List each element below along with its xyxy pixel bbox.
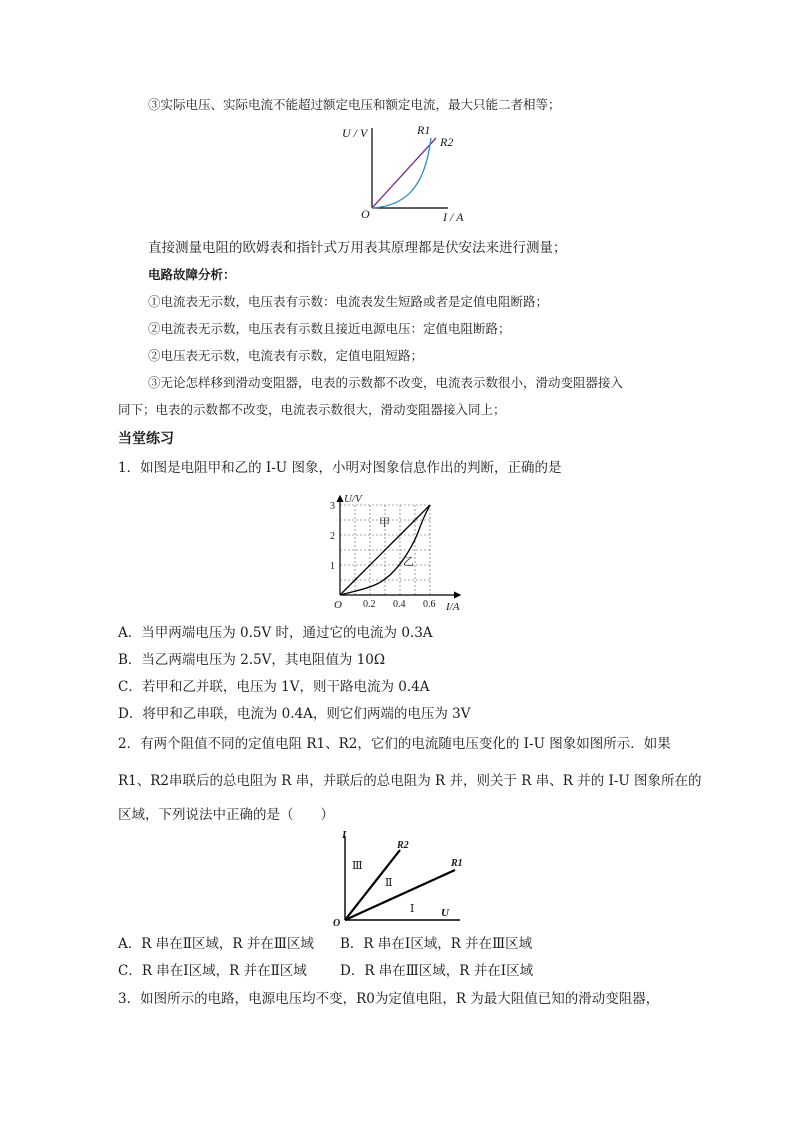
section-title: 当堂练习 bbox=[118, 431, 174, 447]
regions-line-label-r1: R1 bbox=[451, 858, 463, 869]
u-i-curves-figure bbox=[330, 118, 490, 228]
question-1-option-a: A．当甲两端电压为 0.5V 时，通过它的电流为 0.3A bbox=[118, 625, 433, 641]
x-tick-label: 0.2 bbox=[363, 599, 376, 610]
fault-line: ②电流表无示数，电压表有示数且接近电源电压：定值电阻断路； bbox=[148, 321, 511, 336]
chart-origin: O bbox=[334, 599, 342, 611]
question-2-stem-line: R1、R2串联后的总电阻为 R 串，并联后的总电阻为 R 并，则关于 R 串、R 并的 I-U 图象所在的 bbox=[118, 773, 702, 789]
iu-regions-figure bbox=[325, 828, 475, 928]
region-label-3: Ⅲ bbox=[352, 860, 363, 872]
fault-line: ②电压表无示数，电流表有示数，定值电阻短路； bbox=[148, 348, 424, 363]
chart-x-axis-label: I/A bbox=[446, 601, 460, 613]
resistance-iu-chart bbox=[320, 490, 470, 615]
y-tick-label: 3 bbox=[330, 501, 335, 512]
question-1-stem: 1．如图是电阻甲和乙的 I-U 图象，小明对图象信息作出的判断，正确的是 bbox=[118, 460, 562, 476]
figure1-curve-label-r1: R1 bbox=[417, 123, 431, 137]
note-rated-values: ③实际电压、实际电流不能超过额定电压和额定电流，最大只能二者相等； bbox=[148, 97, 561, 112]
question-2-option-d: D．R 串在Ⅲ区域，R 并在Ⅰ区域 bbox=[340, 963, 534, 979]
question-2-stem-line: 2．有两个阻值不同的定值电阻 R1、R2，它们的电流随电压变化的 I-U 图象如图所示．如果 bbox=[118, 736, 671, 752]
question-3-stem: 3．如图所示的电路，电源电压均不变，R0为定值电阻，R 为最大阻值已知的滑动变阻器， bbox=[118, 991, 660, 1007]
question-1-option-b: B．当乙两端电压为 2.5V，其电阻值为 10Ω bbox=[118, 652, 386, 668]
y-tick-label: 1 bbox=[330, 561, 335, 572]
regions-y-label: I bbox=[342, 829, 347, 841]
question-2-option-b: B．R 串在Ⅰ区域，R 并在Ⅲ区域 bbox=[340, 936, 533, 952]
figure1-x-label: I / A bbox=[443, 210, 464, 224]
ohmmeter-note: 直接测量电阻的欧姆表和指针式万用表其原理都是伏安法来进行测量； bbox=[148, 240, 567, 256]
region-label-1: Ⅰ bbox=[410, 903, 415, 915]
figure1-curve-label-r2: R2 bbox=[440, 135, 454, 149]
question-1-option-c: C．若甲和乙并联，电压为 1V，则干路电流为 0.4A bbox=[118, 679, 430, 695]
regions-x-label: U bbox=[441, 907, 449, 919]
region-label-2: Ⅱ bbox=[385, 877, 393, 889]
series-label-yi: 乙 bbox=[403, 556, 414, 568]
question-2-option-a: A．R 串在Ⅱ区域，R 并在Ⅲ区域 bbox=[118, 936, 314, 952]
fault-line: ③无论怎样移到滑动变阻器，电表的示数都不改变，电流表示数很小，滑动变阻器接入 bbox=[148, 375, 624, 390]
figure1-y-label: U / V bbox=[342, 126, 368, 140]
fault-line: 同下；电表的示数都不改变，电流表示数很大，滑动变阻器接入同上； bbox=[118, 402, 506, 417]
question-2-stem-line: 区域，下列说法中正确的是（ ） bbox=[118, 807, 334, 823]
fault-line: ①电流表无示数，电压表有示数：电流表发生短路或者是定值电阻断路； bbox=[148, 294, 549, 309]
fault-heading: 电路故障分析： bbox=[148, 267, 236, 282]
x-tick-label: 0.4 bbox=[393, 599, 406, 610]
x-tick-label: 0.6 bbox=[423, 599, 436, 610]
regions-origin: O bbox=[333, 918, 341, 929]
series-label-jia: 甲 bbox=[379, 517, 390, 529]
question-2-option-c: C．R 串在Ⅰ区域，R 并在Ⅱ区域 bbox=[118, 963, 307, 979]
y-tick-label: 2 bbox=[330, 531, 335, 542]
chart-y-axis-label: U/V bbox=[344, 493, 362, 505]
regions-line-label-r2: R2 bbox=[397, 840, 409, 851]
question-1-option-d: D．将甲和乙串联，电流为 0.4A，则它们两端的电压为 3V bbox=[118, 706, 471, 722]
figure1-origin: O bbox=[361, 207, 370, 221]
